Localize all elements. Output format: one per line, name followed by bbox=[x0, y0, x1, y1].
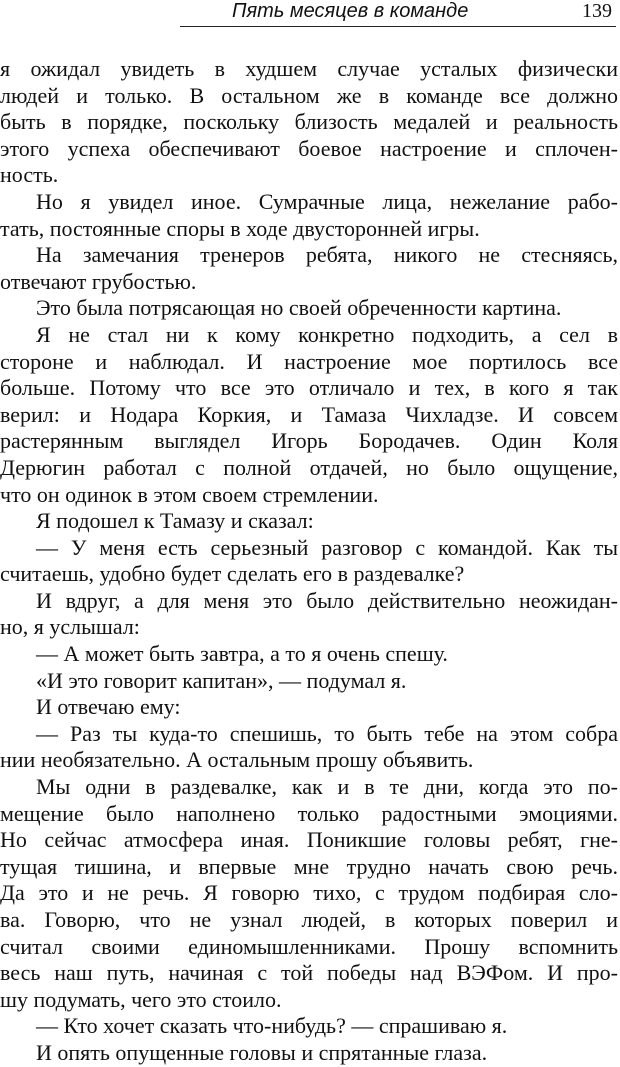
text-line: растерянным выглядел Игорь Бородачев. Один Коля bbox=[0, 428, 618, 454]
text-line: — А может быть завтра, а то я очень спешу. bbox=[36, 641, 448, 667]
body-text bbox=[0, 56, 618, 1067]
text-line: быть в порядке, поскольку близость медалей и реальность bbox=[0, 109, 618, 135]
text-line: И опять опущенные головы и спрятанные глаза. bbox=[36, 1039, 488, 1065]
text-line: тущая тишина, и впервые мне трудно начать свою речь. bbox=[0, 853, 618, 879]
text-line: я ожидал увидеть в худшем случае усталых физически bbox=[0, 56, 618, 81]
text-line: весь наш путь, начиная с той победы над ВЭФом. И про- bbox=[0, 960, 618, 986]
running-header bbox=[180, 0, 616, 27]
text-line: — Раз ты куда-то спешишь, то быть тебе на этом собра bbox=[36, 720, 618, 746]
running-title: Пять месяцев в команде bbox=[232, 0, 469, 22]
text-line: Да это и не речь. Я говорю тихо, с трудом подбирая сло- bbox=[0, 880, 618, 906]
text-line: — Кто хочет сказать что-нибудь? — спрашиваю я. bbox=[36, 1013, 508, 1039]
text-line: больше. Потому что все это отличало и тех, в кого я так bbox=[0, 375, 618, 401]
text-line: считал своими единомышленниками. Прошу вспомнить bbox=[0, 933, 618, 959]
text-line: И отвечаю ему: bbox=[36, 694, 181, 720]
text-line: тать, постоянные споры в ходе двусторонней игры. bbox=[0, 215, 480, 241]
text-line: Я подошел к Тамазу и сказал: bbox=[36, 508, 314, 534]
text-line: И вдруг, а для меня это было действительно неожидан- bbox=[36, 587, 618, 613]
text-line: Я не стал ни к кому конкретно подходить, а сел в bbox=[36, 321, 618, 347]
text-line: стороне и наблюдал. И настроение мое портилось все bbox=[0, 348, 618, 374]
text-line: ва. Говорю, что не узнал людей, в которых поверил и bbox=[0, 907, 618, 932]
text-line: Это была потрясающая но своей обреченности картина. bbox=[36, 295, 562, 321]
text-line: Дерюгин работал с полной отдачей, но было ощущение, bbox=[0, 454, 618, 480]
text-line: этого успеха обеспечивают боевое настроение и сплочен- bbox=[0, 135, 618, 161]
text-line: считаешь, удобно будет сделать его в раздевалке? bbox=[0, 561, 465, 587]
text-line: мещение было наполнено только радостными эмоциями. bbox=[0, 800, 618, 826]
text-line: отвечают грубостью. bbox=[0, 268, 197, 294]
text-line: нии необязательно. А остальным прошу объявить. bbox=[0, 747, 474, 773]
text-line: но, я услышал: bbox=[0, 614, 140, 640]
text-line: людей и только. В остальном же в команде все должно bbox=[0, 82, 618, 108]
text-line: верил: и Нодара Коркия, и Тамаза Чихладзе. И совсем bbox=[0, 401, 618, 427]
text-line: Но сейчас атмосфера иная. Поникшие головы ребят, гне- bbox=[0, 827, 618, 853]
page-number: 139 bbox=[582, 0, 612, 22]
text-line: шу подумать, чего это стоило. bbox=[0, 986, 282, 1012]
text-line: ность. bbox=[0, 162, 59, 188]
text-line: На замечания тренеров ребята, никого не стесняясь, bbox=[36, 242, 618, 268]
text-line: Мы одни в раздевалке, как и в те дни, когда это по- bbox=[36, 774, 618, 800]
text-line: Но я увидел иное. Сумрачные лица, нежелание рабо- bbox=[36, 188, 618, 214]
text-line: «И это говорит капитан», — подумал я. bbox=[36, 667, 407, 693]
text-line: что он одинок в этом своем стремлении. bbox=[0, 481, 379, 507]
text-line: — У меня есть серьезный разговор с командой. Как ты bbox=[36, 534, 618, 560]
